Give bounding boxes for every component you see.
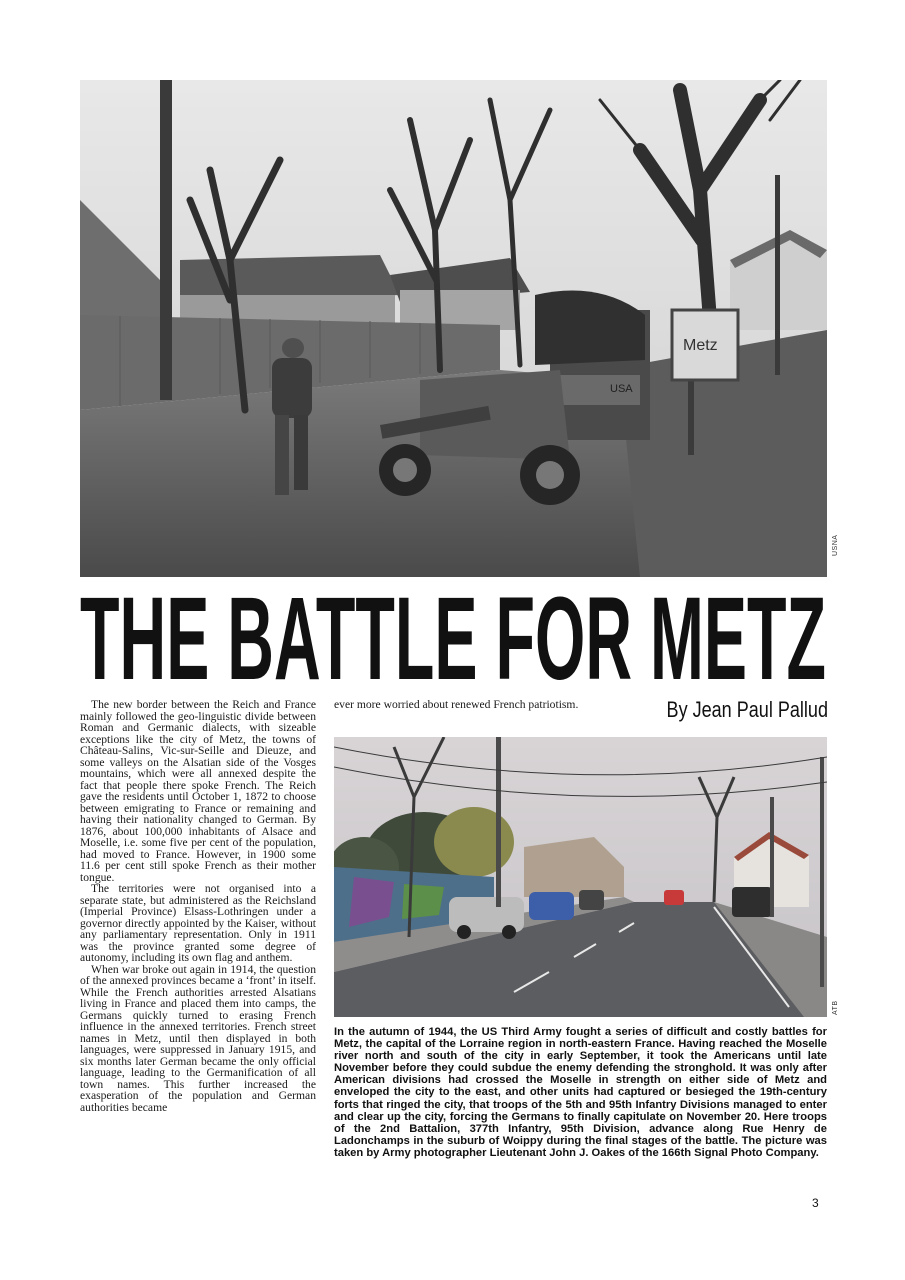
paragraph: The new border between the Reich and France mainly followed the geo-linguistic divide between Roman and Germanic dialects, with sizeable exceptions like the city of Metz, the towns of Château-Salins, Vic-sur-Seille and Dieuze, and some valleys on the Alsatian side of the Vosges mountains, which were all annexed despite the fact that people there spoke French. The Reich gave the residents until October 1, 1872 to choose between emigrating to France or remaining and having their nationality changed to German. By 1876, about 100,000 inhabitants of Alsace and Moselle, i.e. some five per cent of the population, had moved to France. However, in 1900 some 11.6 per cent still spoke French as their mother tongue. xyxy=(80,698,316,884)
photo-credit-top: USNA xyxy=(832,534,839,556)
photo-credit-street: ATB xyxy=(832,1000,839,1015)
page-number: 3 xyxy=(812,1196,819,1210)
paragraph: When war broke out again in 1914, the question of the annexed provinces became a ‘front’ in itself. While the French authorities arrested Alsatians living in France and placed them into camps, the Germans quickly turned to erasing French influence in the annexed territories. French street names in Metz, until then displayed in both languages, were suppressed in January 1915, and six months later German became the only official language, leading to the Germanification of all town names. This further increased the exasperation of the population and German authorities became xyxy=(80,962,316,1114)
modern-street-photo xyxy=(334,737,827,1017)
vehicle-marking: USA xyxy=(610,383,633,395)
headline xyxy=(80,583,828,693)
body-column-left xyxy=(80,699,316,1113)
wartime-photo xyxy=(80,80,827,577)
paragraph: The territories were not organised into a separate state, but administered as the Reichsland (Imperial Province) Elsass-Lothringen under a governor directly appointed by the Kaiser, without any parliamentary representation. Only in 1911 was the province granted some degree of autonomy, including its own flag and anthem. xyxy=(80,882,316,964)
photo-caption: In the autumn of 1944, the US Third Army fought a series of difficult and costly battles for Metz, the capital of the Lorraine region in north-eastern France. Having reached the Moselle river north and south of the city in early September, it took the Americans until late November before they could subdue the enemy defending the stronghold. It was only after American divisions had crossed the Moselle in strength on either side of Metz and enveloped the city to the east, and other units had captured or besieged the 19th-century forts that ringed the city, that troops of the 5th and 95th Infantry Divisions managed to enter and clear up the city, forcing the Germans to finally capitulate on November 20. Here troops of the 2nd Battalion, 377th Infantry, 95th Division, advance along Rue Henry de Ladonchamps in the suburb of Woippy during the final stages of the battle. The picture was taken by Army photographer Lieutenant John J. Oakes of the 166th Signal Photo Company. xyxy=(334,1026,827,1159)
sign-text: Metz xyxy=(683,337,718,354)
byline: By Jean Paul Pallud xyxy=(666,697,828,722)
headline-text: THE BATTLE FOR METZ xyxy=(80,583,826,693)
body-column-middle xyxy=(334,699,580,711)
paragraph: ever more worried about renewed French patriotism. xyxy=(334,698,579,711)
